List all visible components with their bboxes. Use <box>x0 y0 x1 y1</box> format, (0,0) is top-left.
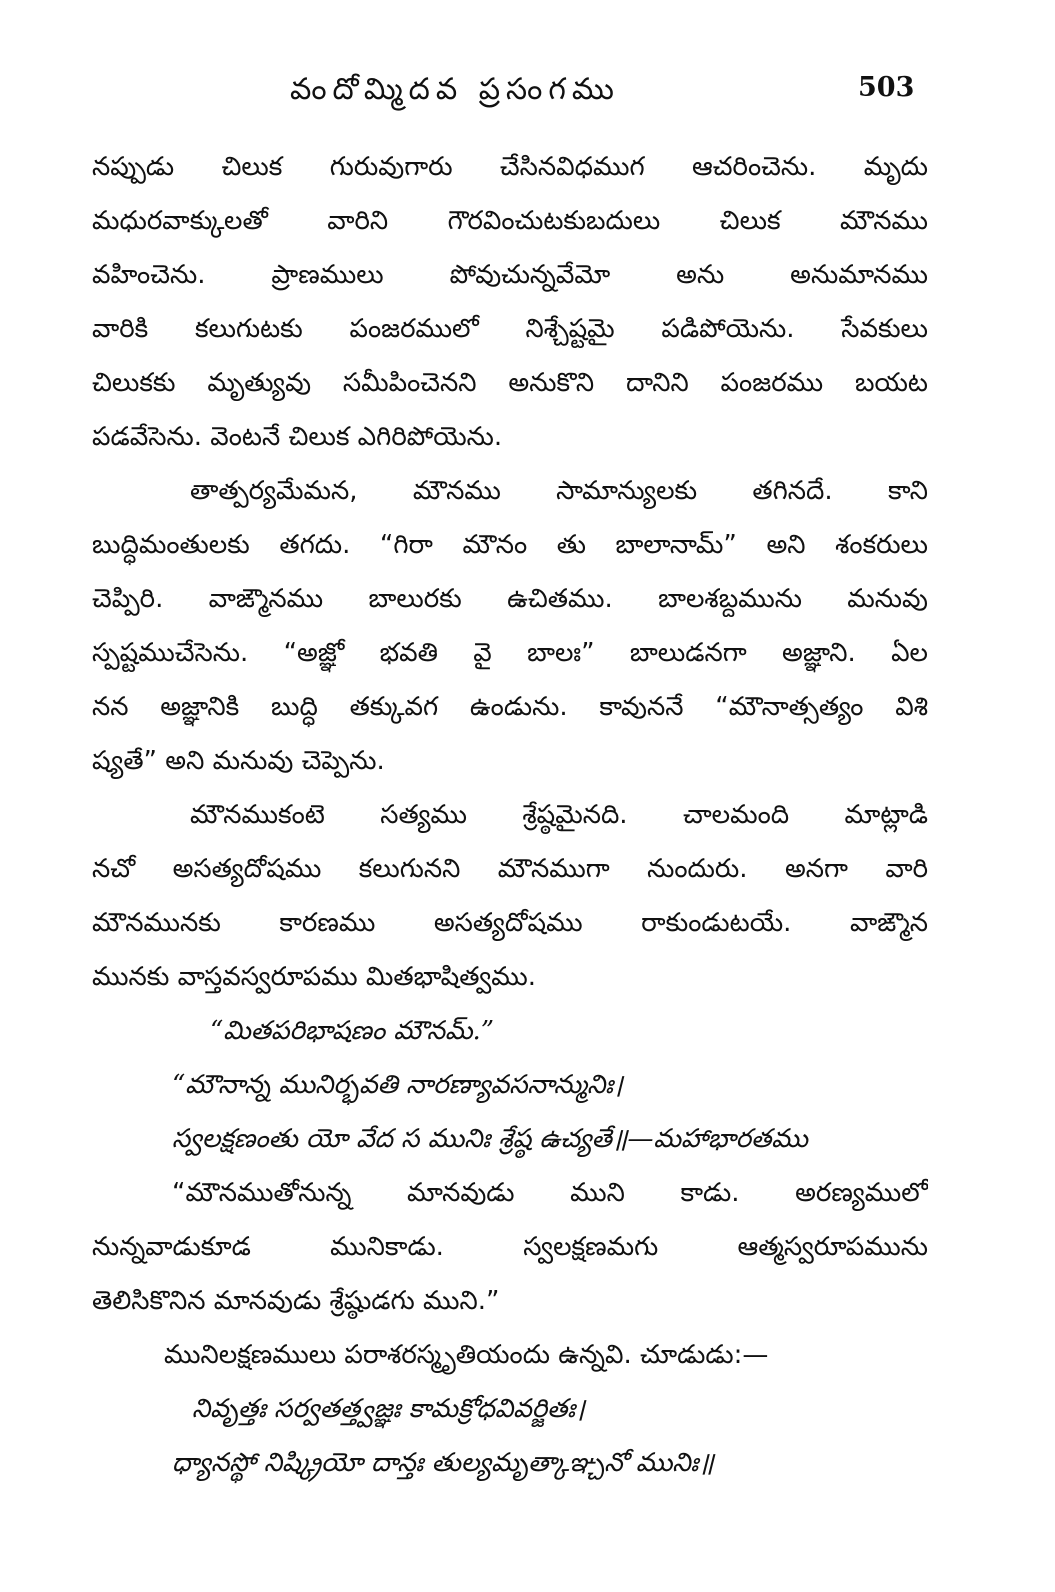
paragraph-parrot-story <box>92 140 928 464</box>
quote-line: “మితపరిభాషణం మౌనమ్.” <box>210 1016 495 1046</box>
text-line: తెలిసికొనిన మానవుడు శ్రేష్ఠుడగు ముని.” <box>92 1286 500 1316</box>
paragraph-truth <box>92 788 928 1004</box>
text-line: తాత్పర్యమేమన, మౌనము సామాన్యులకు తగినదే. కాని <box>190 476 928 506</box>
text-line: మౌనముకంటె సత్యము శ్రేష్ఠమైనది. చాలమంది మాట్లాడి <box>190 800 928 830</box>
verse-mahabharata <box>92 1058 928 1166</box>
text-line: వారికి కలుగుటకు పంజరములో నిశ్చేష్టమై పడిపోయెను. సేవకులు <box>92 314 928 344</box>
text-line: బుద్ధిమంతులకు తగదు. “గిరా మౌనం తు బాలానామ్” అని శంకరులు <box>92 530 928 560</box>
text-line: చిలుకకు మృత్యువు సమీపించెనని అనుకొని దానిని పంజరము బయట <box>92 368 928 398</box>
verse-line: “మౌనాన్న మునిర్భవతి నారణ్యావసనాన్మునిః। <box>172 1070 623 1100</box>
body-text <box>92 140 928 1490</box>
text-line: మునిలక్షణములు పరాశరస్మృతియందు ఉన్నవి. చూడుడు:— <box>164 1340 769 1370</box>
text-line: వహించెను. ప్రాణములు పోవుచున్నవేమో అను అనుమానము <box>92 260 928 290</box>
text-line: నున్నవాడుకూడ మునికాడు. స్వలక్షణమగు ఆత్మస్వరూపమును <box>92 1232 928 1262</box>
paragraph-muni-meaning <box>92 1166 928 1328</box>
text-line: మునకు వాస్తవస్వరూపము మితభాషిత్వము. <box>92 962 536 992</box>
text-line: “మౌనముతోనున్న మానవుడు ముని కాడు. అరణ్యములో <box>172 1178 928 1208</box>
text-line: ష్యతే” అని మనువు చెప్పెను. <box>92 746 385 776</box>
page-number: 503 <box>858 72 915 103</box>
running-title: వందోమ్మిదవ ప్రసంగము <box>290 72 620 107</box>
text-line: నచో అసత్యదోషము కలుగునని మౌనముగా నుందురు. అనగా వారి <box>92 854 928 884</box>
quote-mitabhashana <box>92 1004 928 1058</box>
paragraph-muni-lakshanas <box>92 1328 928 1382</box>
paragraph-meaning <box>92 464 928 788</box>
verse-parashara <box>92 1382 928 1490</box>
verse-line: ధ్యానస్థో నిష్క్రియో దాన్తః తుల్యమృత్కాఞ్చనో మునిః॥ <box>172 1448 714 1478</box>
text-line: నన అజ్ఞానికి బుద్ధి తక్కువగ ఉండును. కావుననే “మౌనాత్సత్యం విశి <box>92 692 928 722</box>
text-line: స్పష్టముచేసెను. “అజ్ఞో భవతి వై బాలః” బాలుడనగా అజ్ఞాని. ఏల <box>92 638 928 668</box>
text-line: మౌనమునకు కారణము అసత్యదోషము రాకుండుటయే. వాఙ్మౌన <box>92 908 928 938</box>
verse-line: నివృత్తః సర్వతత్త్వజ్ఞః కామక్రోధవివర్జితః। <box>192 1394 585 1424</box>
page-header <box>0 72 1055 122</box>
verse-line: స్వలక్షణంతు యో వేద స మునిః శ్రేష్ఠ ఉచ్యతే॥—మహాభారతము <box>172 1124 808 1154</box>
text-line: నప్పుడు చిలుక గురువుగారు చేసినవిధముగ ఆచరించెను. మృదు <box>92 152 928 182</box>
text-line: మధురవాక్కులతో వారిని గౌరవించుటకుబదులు చిలుక మౌనము <box>92 206 928 236</box>
text-line: పడవేసెను. వెంటనే చిలుక ఎగిరిపోయెను. <box>92 422 503 452</box>
text-line: చెప్పిరి. వాఙ్మౌనము బాలురకు ఉచితము. బాలశబ్దమును మనువు <box>92 584 928 614</box>
